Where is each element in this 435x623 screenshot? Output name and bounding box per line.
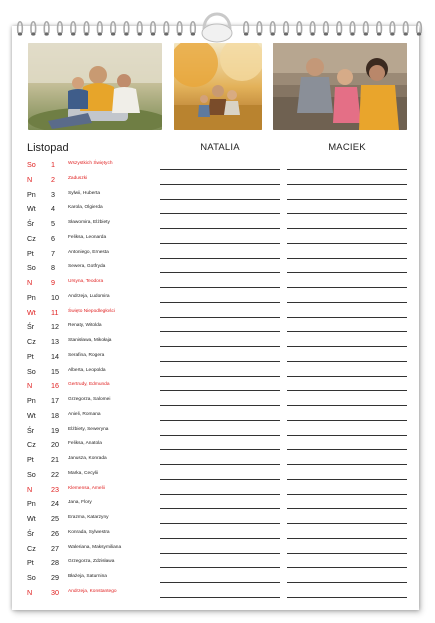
note-line-maciek[interactable] bbox=[287, 346, 407, 347]
day-row bbox=[0, 426, 435, 441]
note-line-natalia[interactable] bbox=[160, 258, 280, 259]
note-line-maciek[interactable] bbox=[287, 523, 407, 524]
day-number: 21 bbox=[51, 455, 59, 464]
day-of-week: Śr bbox=[27, 322, 35, 332]
note-line-natalia[interactable] bbox=[160, 464, 280, 465]
day-number: 8 bbox=[51, 263, 55, 273]
note-line-maciek[interactable] bbox=[287, 420, 407, 421]
note-line-maciek[interactable] bbox=[287, 272, 407, 273]
note-line-natalia[interactable] bbox=[160, 449, 280, 450]
note-line-maciek[interactable] bbox=[287, 376, 407, 377]
day-number: 20 bbox=[51, 440, 59, 450]
day-row bbox=[0, 308, 435, 323]
name-day: Święto Niepodległości bbox=[68, 308, 115, 314]
note-line-natalia[interactable] bbox=[160, 317, 280, 318]
day-of-week: Pn bbox=[27, 189, 36, 199]
day-row bbox=[0, 367, 435, 382]
day-of-week: N bbox=[27, 278, 33, 287]
day-of-week: N bbox=[27, 381, 33, 391]
day-of-week: Pn bbox=[27, 292, 36, 302]
day-of-week: Pt bbox=[27, 455, 34, 464]
day-row bbox=[0, 440, 435, 455]
note-line-natalia[interactable] bbox=[160, 390, 280, 391]
note-line-natalia[interactable] bbox=[160, 479, 280, 480]
day-row bbox=[0, 234, 435, 249]
day-of-week: Pn bbox=[27, 396, 36, 405]
note-line-natalia[interactable] bbox=[160, 523, 280, 524]
name-day: Sewera, Gotfryda bbox=[68, 264, 106, 270]
day-of-week: Pt bbox=[27, 248, 34, 258]
day-row bbox=[0, 219, 435, 234]
note-line-natalia[interactable] bbox=[160, 346, 280, 347]
note-line-maciek[interactable] bbox=[287, 449, 407, 450]
day-number: 22 bbox=[51, 469, 59, 479]
day-row bbox=[0, 204, 435, 219]
day-row bbox=[0, 337, 435, 352]
note-line-maciek[interactable] bbox=[287, 169, 407, 170]
note-line-maciek[interactable] bbox=[287, 302, 407, 303]
day-number: 29 bbox=[51, 573, 59, 582]
note-line-maciek[interactable] bbox=[287, 213, 407, 214]
family-photo-stairs-icon bbox=[273, 43, 407, 130]
day-row bbox=[0, 175, 435, 190]
day-number: 7 bbox=[51, 248, 55, 258]
note-line-natalia[interactable] bbox=[160, 302, 280, 303]
name-day: Błażeja, Saturnina bbox=[68, 574, 107, 579]
note-line-maciek[interactable] bbox=[287, 331, 407, 332]
note-line-natalia[interactable] bbox=[160, 331, 280, 332]
day-of-week: Pt bbox=[27, 558, 34, 568]
note-line-natalia[interactable] bbox=[160, 567, 280, 568]
note-line-natalia[interactable] bbox=[160, 435, 280, 436]
note-line-maciek[interactable] bbox=[287, 479, 407, 480]
note-line-natalia[interactable] bbox=[160, 494, 280, 495]
day-of-week: N bbox=[27, 587, 33, 597]
day-row bbox=[0, 249, 435, 264]
day-of-week: So bbox=[27, 469, 36, 479]
day-number: 23 bbox=[51, 484, 59, 494]
day-row bbox=[0, 322, 435, 337]
day-row bbox=[0, 455, 435, 470]
note-line-maciek[interactable] bbox=[287, 435, 407, 436]
day-number: 3 bbox=[51, 189, 55, 199]
day-of-week: Wt bbox=[27, 410, 36, 420]
note-line-natalia[interactable] bbox=[160, 420, 280, 421]
note-line-maciek[interactable] bbox=[287, 317, 407, 318]
note-line-maciek[interactable] bbox=[287, 243, 407, 244]
day-of-week: Pt bbox=[27, 351, 34, 361]
note-line-natalia[interactable] bbox=[160, 553, 280, 554]
note-line-natalia[interactable] bbox=[160, 199, 280, 200]
day-row bbox=[0, 558, 435, 573]
day-row bbox=[0, 485, 435, 500]
day-number: 13 bbox=[51, 337, 59, 346]
name-day: Gertrudy, Edmunda bbox=[68, 382, 110, 388]
name-day: Feliksa, Leonarda bbox=[68, 234, 107, 240]
note-line-maciek[interactable] bbox=[287, 405, 407, 406]
note-line-maciek[interactable] bbox=[287, 538, 407, 539]
note-line-natalia[interactable] bbox=[160, 582, 280, 583]
name-day: Stanisława, Mikołaja bbox=[68, 338, 112, 343]
day-number: 4 bbox=[51, 204, 55, 214]
day-row bbox=[0, 263, 435, 278]
family-photo-outdoor-icon bbox=[28, 43, 162, 130]
day-number: 26 bbox=[51, 528, 59, 538]
note-line-natalia[interactable] bbox=[160, 213, 280, 214]
name-day: Erazma, Katarzyny bbox=[68, 515, 109, 520]
day-of-week: Cz bbox=[27, 543, 36, 553]
name-day: Zaduszki bbox=[68, 175, 88, 181]
day-of-week: So bbox=[27, 366, 36, 376]
day-row bbox=[0, 588, 435, 603]
day-number: 24 bbox=[51, 499, 59, 509]
day-row bbox=[0, 544, 435, 559]
note-line-maciek[interactable] bbox=[287, 597, 407, 598]
day-number: 6 bbox=[51, 233, 55, 243]
note-line-natalia[interactable] bbox=[160, 184, 280, 185]
name-day: Elżbiety, Seweryna bbox=[68, 426, 109, 432]
note-line-natalia[interactable] bbox=[160, 405, 280, 406]
day-row bbox=[0, 514, 435, 529]
day-row bbox=[0, 293, 435, 308]
day-number: 28 bbox=[51, 558, 59, 568]
day-row bbox=[0, 573, 435, 588]
day-number: 9 bbox=[51, 278, 55, 287]
family-photo-autumn-icon bbox=[174, 43, 262, 130]
name-day: Sławomira, Elżbiety bbox=[68, 220, 110, 225]
day-row bbox=[0, 352, 435, 367]
day-of-week: Cz bbox=[27, 233, 36, 243]
day-number: 19 bbox=[51, 425, 59, 435]
note-line-maciek[interactable] bbox=[287, 184, 407, 185]
name-day: Grzegorza, Zdzisława bbox=[68, 559, 115, 565]
photo-family-outdoor bbox=[28, 43, 162, 130]
day-of-week: So bbox=[27, 263, 36, 273]
day-of-week: Śr bbox=[27, 425, 35, 435]
note-line-maciek[interactable] bbox=[287, 582, 407, 583]
name-day: Andrzeja, Konstantego bbox=[68, 588, 117, 594]
name-day: Andrzeja, Ludomira bbox=[68, 293, 110, 299]
day-number: 27 bbox=[51, 543, 59, 553]
day-row bbox=[0, 470, 435, 485]
column-header-natalia: NATALIA bbox=[200, 142, 240, 153]
note-line-natalia[interactable] bbox=[160, 228, 280, 229]
day-of-week: So bbox=[27, 160, 36, 169]
day-row bbox=[0, 160, 435, 175]
name-day: Janusza, Konrada bbox=[68, 456, 107, 461]
note-line-maciek[interactable] bbox=[287, 390, 407, 391]
day-of-week: Wt bbox=[27, 307, 36, 317]
name-day: Klemensa, Amelii bbox=[68, 485, 105, 491]
note-line-maciek[interactable] bbox=[287, 464, 407, 465]
day-of-week: Pn bbox=[27, 499, 36, 509]
day-number: 25 bbox=[51, 514, 59, 523]
day-number: 12 bbox=[51, 322, 59, 332]
day-number: 16 bbox=[51, 381, 59, 391]
name-day: Konrada, Sylwestra bbox=[68, 529, 110, 535]
name-day: Feliksa, Anatola bbox=[68, 441, 102, 447]
day-number: 30 bbox=[51, 587, 59, 597]
note-line-natalia[interactable] bbox=[160, 361, 280, 362]
note-line-natalia[interactable] bbox=[160, 597, 280, 598]
day-number: 11 bbox=[51, 307, 59, 317]
hanger-icon bbox=[198, 3, 236, 45]
day-number: 1 bbox=[51, 160, 55, 169]
day-row bbox=[0, 499, 435, 514]
day-row bbox=[0, 411, 435, 426]
day-number: 14 bbox=[51, 351, 59, 361]
note-line-natalia[interactable] bbox=[160, 376, 280, 377]
name-day: Wszystkich Świętych bbox=[68, 161, 113, 166]
note-line-maciek[interactable] bbox=[287, 199, 407, 200]
name-day: Alberta, Leopolda bbox=[68, 367, 106, 373]
name-day: Waleriana, Maksymiliana bbox=[68, 544, 122, 550]
day-row bbox=[0, 529, 435, 544]
note-line-maciek[interactable] bbox=[287, 228, 407, 229]
day-of-week: N bbox=[27, 174, 33, 184]
note-line-natalia[interactable] bbox=[160, 169, 280, 170]
note-line-maciek[interactable] bbox=[287, 287, 407, 288]
name-day: Sylwii, Huberta bbox=[68, 190, 100, 196]
day-of-week: Cz bbox=[27, 337, 36, 346]
note-line-maciek[interactable] bbox=[287, 567, 407, 568]
note-line-maciek[interactable] bbox=[287, 258, 407, 259]
day-of-week: Wt bbox=[27, 204, 36, 214]
day-number: 10 bbox=[51, 292, 59, 302]
day-of-week: Śr bbox=[27, 219, 35, 228]
day-of-week: Cz bbox=[27, 440, 36, 450]
name-day: Ursyna, Teodora bbox=[68, 279, 104, 284]
day-of-week: So bbox=[27, 573, 36, 582]
note-line-natalia[interactable] bbox=[160, 287, 280, 288]
note-line-natalia[interactable] bbox=[160, 508, 280, 509]
note-line-natalia[interactable] bbox=[160, 243, 280, 244]
note-line-natalia[interactable] bbox=[160, 272, 280, 273]
month-title: Listopad bbox=[27, 142, 69, 154]
name-day: Renaty, Witolda bbox=[68, 323, 102, 329]
day-number: 17 bbox=[51, 396, 59, 405]
day-row bbox=[0, 396, 435, 411]
day-of-week: Śr bbox=[27, 528, 35, 538]
day-of-week: N bbox=[27, 484, 33, 494]
note-line-maciek[interactable] bbox=[287, 494, 407, 495]
photo-family-stairs bbox=[273, 43, 407, 130]
name-day: Grzegorza, Salomei bbox=[68, 397, 111, 402]
day-row bbox=[0, 190, 435, 205]
day-number: 2 bbox=[51, 174, 55, 184]
name-day: Marka, Cecylii bbox=[68, 470, 99, 476]
name-day: Karola, Olgierda bbox=[68, 205, 103, 211]
name-day: Serafina, Rogera bbox=[68, 352, 105, 358]
day-number: 18 bbox=[51, 410, 59, 420]
name-day: Anieli, Romana bbox=[68, 411, 101, 417]
day-of-week: Wt bbox=[27, 514, 36, 523]
column-header-maciek: MACIEK bbox=[328, 142, 366, 153]
note-line-maciek[interactable] bbox=[287, 553, 407, 554]
day-number: 5 bbox=[51, 219, 55, 228]
photo-family-autumn bbox=[174, 43, 262, 130]
name-day: Jana, Flory bbox=[68, 500, 92, 506]
day-number: 15 bbox=[51, 366, 59, 376]
day-row bbox=[0, 381, 435, 396]
day-row bbox=[0, 278, 435, 293]
note-line-maciek[interactable] bbox=[287, 508, 407, 509]
note-line-natalia[interactable] bbox=[160, 538, 280, 539]
note-line-maciek[interactable] bbox=[287, 361, 407, 362]
name-day: Antoniego, Ernesta bbox=[68, 249, 109, 255]
